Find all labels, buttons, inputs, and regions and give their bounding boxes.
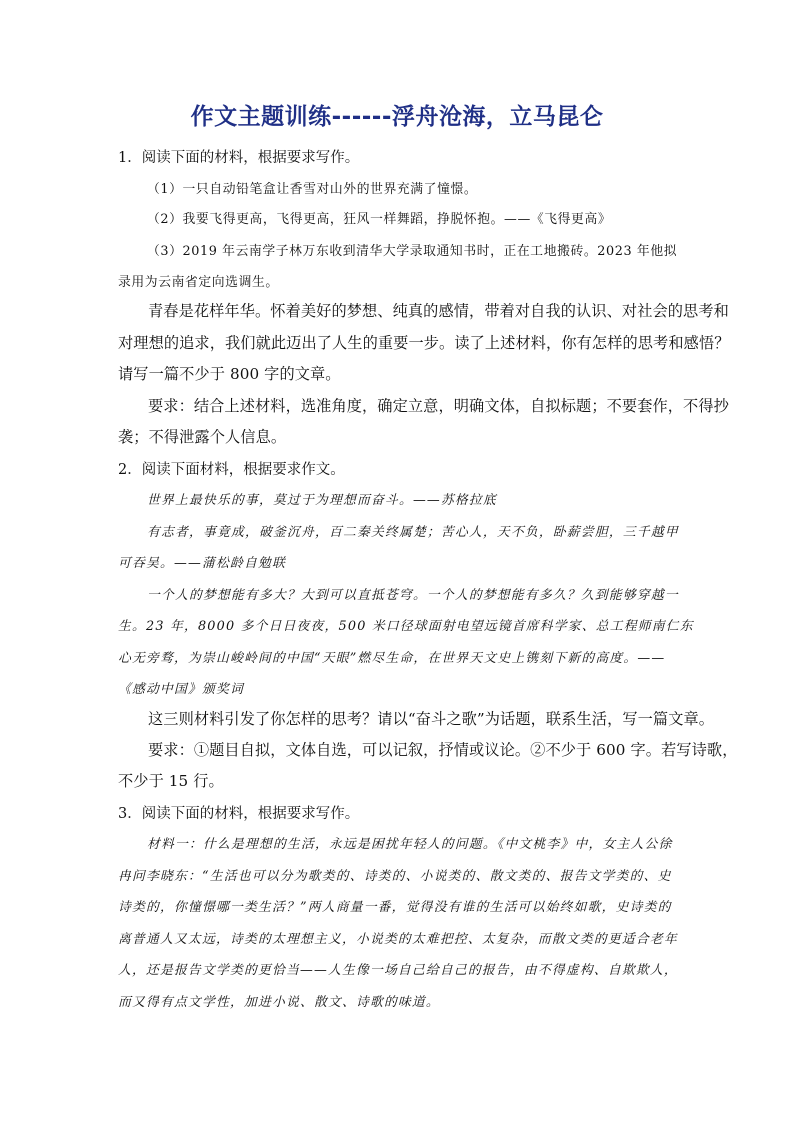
- question-1-prompt: 1．阅读下面的材料，根据要求写作。: [118, 150, 360, 166]
- material-line: 《感动中国》颁奖词: [118, 682, 244, 697]
- material-line: 材料一：什么是理想的生活，永远是困扰年轻人的问题。《中文桃李》中，女主人公徐: [147, 837, 673, 852]
- material-line: 可吞吴。——蒲松龄自勉联: [118, 556, 286, 571]
- requirement-line: 要求：①题目自拟，文体自选，可以记叙，抒情或议论。②不少于 600 字。若写诗歌，: [148, 741, 738, 759]
- material-line: 离普通人又太远，诗类的太理想主义，小说类的太难把控、太复杂，而散文类的更适合老年: [118, 932, 678, 947]
- requirement-line: 袭；不得泄露个人信息。: [118, 428, 287, 446]
- material-line: 世界上最快乐的事，莫过于为理想而奋斗。——苏格拉底: [147, 493, 497, 508]
- material-line: 有志者，事竟成，破釜沉舟，百二秦关终属楚；苦心人，天不负，卧薪尝胆，三千越甲: [147, 525, 679, 540]
- material-line: 而又得有点文学性，加进小说、散文、诗歌的味道。: [118, 995, 440, 1010]
- question-3-prompt: 3．阅读下面的材料，根据要求写作。: [118, 806, 360, 822]
- material-line: 生。23 年，8000 多个日日夜夜，500 米口径球面射电望远镜首席科学家、总工程师南仁东: [118, 619, 694, 634]
- paragraph-line: 对理想的追求，我们就此迈出了人生的重要一步。读了上述材料，你有怎样的思考和感悟？: [118, 334, 730, 352]
- question-2-prompt: 2．阅读下面材料，根据要求作文。: [118, 462, 345, 478]
- material-line: 人，还是报告文学类的更恰当——人生像一场自己给自己的报告，由不得虚构、自欺欺人，: [118, 963, 678, 978]
- material-line: （1）一只自动铅笔盒让香雪对山外的世界充满了憧憬。: [147, 182, 478, 197]
- material-line: 一个人的梦想能有多大？大到可以直抵苍穹。一个人的梦想能有多久？久到能够穿越一: [147, 588, 679, 603]
- material-line: 录用为云南省定向选调生。: [118, 275, 279, 290]
- paragraph-line: 青春是花样年华。怀着美好的梦想、纯真的感情，带着对自我的认识、对社会的思考和: [148, 302, 729, 320]
- paragraph-line: 这三则材料引发了你怎样的思考？请以“奋斗之歌”为话题，联系生活，写一篇文章。: [148, 710, 715, 728]
- requirement-line: 要求：结合上述材料，选准角度，确定立意，明确文体，自拟标题；不要套作，不得抄: [148, 397, 729, 415]
- material-line: 心无旁骛，为崇山峻岭间的中国“天眼”燃尽生命，在世界天文史上镌刻下新的高度。——: [118, 651, 666, 666]
- material-line: 冉问李晓东：“生活也可以分为歌类的、诗类的、小说类的、散文类的、报告文学类的、史: [118, 869, 672, 884]
- requirement-line: 不少于 15 行。: [118, 772, 224, 790]
- material-line: （2）我要飞得更高，飞得更高，狂风一样舞蹈，挣脱怀抱。——《飞得更高》: [147, 212, 612, 227]
- material-line: （3）2019 年云南学子林万东收到清华大学录取通知书时，正在工地搬砖。2023 年他拟: [147, 244, 678, 259]
- page-title: 作文主题训练------浮舟沧海，立马昆仑: [190, 104, 604, 130]
- material-line: 诗类的，你憧憬哪一类生活？”两人商量一番，觉得没有谁的生活可以始终如歌，史诗类的: [118, 900, 672, 915]
- paragraph-line: 请写一篇不少于 800 字的文章。: [118, 365, 341, 383]
